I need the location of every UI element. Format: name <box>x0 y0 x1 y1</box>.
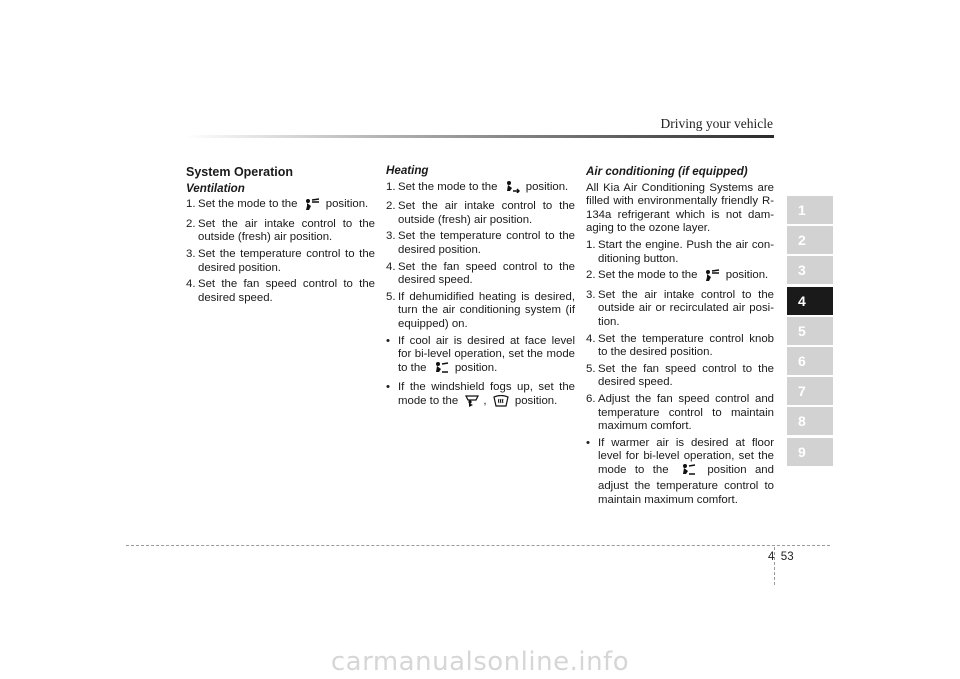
list-item: • If warmer air is desired at floor level for bi-level operation, set the mode to the position and adjust the temperature control to maintain maximum comfort. <box>586 436 774 507</box>
list-item: 2. Set the mode to the position. <box>586 269 774 286</box>
watermark: carmanualsonline.info <box>330 647 630 677</box>
list-item: 2. Set the air intake control to the outside (fresh) air position. <box>186 217 375 244</box>
list-item: 4. Set the fan speed control to the desired speed. <box>186 278 375 304</box>
list-item: • If cool air is desired at face level for bi-level operation, set the mode to the position. <box>386 335 575 379</box>
defrost-icon <box>493 395 509 412</box>
list-item: • If the windshield fogs up, set the mode to the , position. <box>386 381 575 411</box>
bi-level-icon <box>433 362 449 379</box>
ventilation-steps <box>186 198 375 305</box>
air-conditioning-heading: Air conditioning (if equipped) <box>586 165 748 178</box>
ventilation-heading: Ventilation <box>186 181 245 195</box>
floor-icon <box>504 181 520 198</box>
chapter-tab-2[interactable]: 2 <box>787 226 833 254</box>
header-title: Driving your vehicle <box>660 116 773 131</box>
air-conditioning-steps <box>586 239 774 508</box>
column-system-operation <box>186 164 375 308</box>
heating-heading: Heating <box>386 164 429 177</box>
vent-face-icon <box>304 198 320 215</box>
list-item: 1. Set the mode to the position. <box>186 198 375 215</box>
list-item: 3. Set the air intake control to the outside air or recirculated air posi-tion. <box>586 288 774 328</box>
vent-face-icon <box>704 269 720 286</box>
column-heating <box>386 164 575 415</box>
air-conditioning-intro: All Kia Air Conditioning Systems are filled with environmentally friendly R-134a refrigerant which is not dam-aging to the ozone layer. <box>586 181 774 235</box>
bi-level-icon <box>680 464 696 481</box>
chapter-tab-3[interactable]: 3 <box>787 256 833 284</box>
list-item: 2. Set the air intake control to the outside (fresh) air position. <box>386 200 575 226</box>
floor-defrost-icon <box>464 395 480 412</box>
list-item: 5. If dehumidified heating is desired, turn the air conditioning system (if equipped) on. <box>386 290 575 330</box>
heating-steps <box>386 181 575 412</box>
chapter-tab-4[interactable]: 4 <box>787 287 833 315</box>
chapter-tab-1[interactable]: 1 <box>787 196 833 224</box>
list-item: 3. Set the temperature control to the desired position. <box>186 247 375 274</box>
list-item: 6. Adjust the fan speed control and temperature control to maintain maximum comfort. <box>586 392 774 433</box>
list-item: 1. Set the mode to the position. <box>386 181 575 198</box>
chapter-tab-9[interactable]: 9 <box>787 438 833 466</box>
chapter-tabs <box>787 196 833 468</box>
list-item: 1. Start the engine. Push the air con-ditioning button. <box>586 238 774 265</box>
section-title: System Operation <box>186 165 293 179</box>
footer-rule <box>126 545 830 546</box>
chapter-tab-5[interactable]: 5 <box>787 317 833 345</box>
chapter-tab-6[interactable]: 6 <box>787 347 833 375</box>
chapter-tab-7[interactable]: 7 <box>787 377 833 405</box>
chapter-tab-8[interactable]: 8 <box>787 407 833 435</box>
column-air-conditioning <box>586 164 774 511</box>
list-item: 4. Set the temperature control knob to the desired position. <box>586 332 774 359</box>
header-rule <box>185 135 774 138</box>
list-item: 3. Set the temperature control to the desired position. <box>386 230 575 256</box>
list-item: 4. Set the fan speed control to the desired speed. <box>386 260 575 287</box>
list-item: 5. Set the fan speed control to the desired speed. <box>586 362 774 389</box>
page-number: 4 53 <box>768 551 794 563</box>
